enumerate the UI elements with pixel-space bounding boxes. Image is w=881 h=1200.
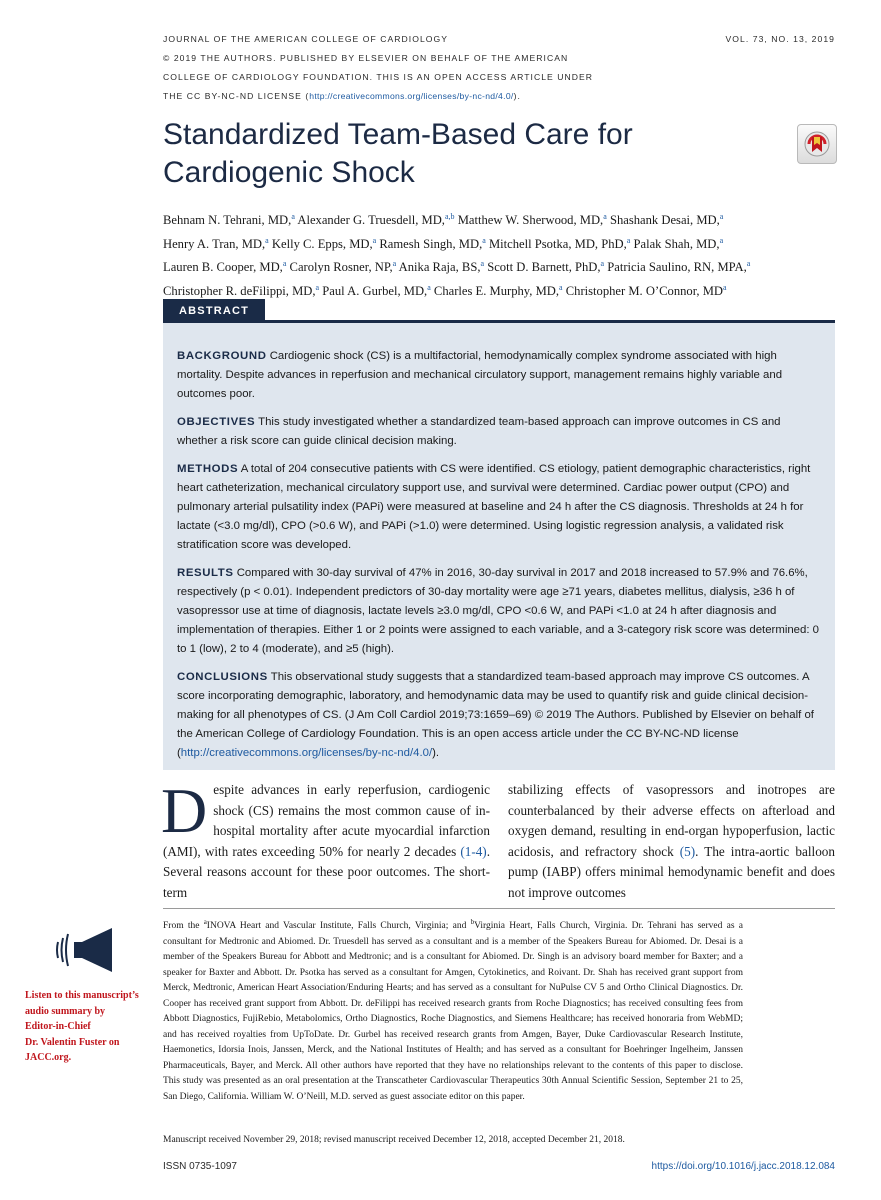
copyright-line-2: COLLEGE OF CARDIOLOGY FOUNDATION. THIS IS AN OPEN ACCESS ARTICLE UNDER <box>163 72 594 82</box>
body-column-2: stabilizing effects of vasopressors and inotropes are counterbalanced by their adverse effects on afterload and oxygen demand, resulting in end-organ hypoperfusion, lactic acidosis, and refractory shock (5). The intra-aortic balloon pump (IABP) offers minimal hemodynamic benefit and does not improve outcomes <box>508 782 835 900</box>
journal-header <box>163 30 835 106</box>
issn: ISSN 0735-1097 <box>163 1161 237 1172</box>
audio-summary-note[interactable]: Listen to this manuscript’s audio summary by Editor-in-Chief Dr. Valentin Fuster on JACC.org. <box>25 990 139 1063</box>
author-line-4: Christopher R. deFilippi, MD,$^a$ Paul A. Gurbel, MD,$^a$ Charles E. Murphy, MD,$^a$ Christopher M. O’Connor, $MD^a$ <box>163 283 727 299</box>
ref-link-5[interactable]: (5) <box>679 843 696 859</box>
speaker-icon <box>52 924 118 976</box>
license-link[interactable]: http://creativecommons.org/licenses/by-nc-nd/4.0/ <box>309 91 514 101</box>
crossmark-badge[interactable] <box>797 124 837 164</box>
journal-name-line <box>163 30 835 49</box>
doi-link[interactable]: https://doi.org/10.1016/j.jacc.2018.12.084 <box>651 1161 835 1172</box>
author-line-1: Behnam N. Tehrani, MD,$^a$ Alexander G. Truesdell, MD,$^{a,b}$ Matthew W. Sherwood, MD,$^a$ Shashank Desai, MD,$^a$ <box>163 212 724 228</box>
abstract-license-link[interactable]: http://creativecommons.org/licenses/by-nc-nd/4.0/ <box>180 747 433 759</box>
affiliations-disclosures: From the $^a$INOVA Heart and Vascular Institute, Falls Church, Virginia; and $^b$Virginia Heart, Falls Church, Virginia. Dr. Tehrani has served as a consultant for Medtronic and Abiomed. Dr. Truesdell has served as a consultant and is a member of the Speakers Bureau for Abiomed. Dr. Desai is a member of the Speakers Bureau for Abbott and Medtronic; and is a consultant for Abiomed. Dr. Singh is an advisory board member for Baxter; and a speaker for Baxter and Abbott. Dr. Psotka has served as a consultant for Amgen, Cytokinetics, and Roivant. Dr. Shah has received grant support from Merck, Medtronic, American Heart Association/Enduring Hearts; and has served as a consultant for NuPulse CV 5 and Ortho Clinical Diagnostics. Dr. Cooper has received grant support from Abbott. Dr. deFilippi has received research grants from Roche Diagnostics; has received consulting fees from Abbott Diagnostics, FujiRebio, Metabolomics, Ortho Diagnostics, Roche Diagnostics, and Siemens Healthcare; has received honoraria from WebMD; and has received royalties from UpToDate. Dr. Gurbel has received research grants from Amgen, Bayer, Duke Cardiovascular Research Institute, Haemonetics, Idorsia Inois, Janssen, Merck, and the National Institutes of Health; and has served as a consultant for Boehringer Ingelheim, Janssen Pharmaceuticals, Bayer, and Merck. All other authors have reported that they have no relationships relevant to the contents of this paper to disclose. This study was presented as an oral presentation at the Transcatheter Cardiovascular Therapeutics 30th Annual Scientific Session, September 21 to 25, San Diego, California. William W. O’Neill, M.D. served as guest associate editor on this paper. <box>163 918 744 1102</box>
abstract-objectives: OBJECTIVES This study investigated whether a standardized team-based approach can improve outcomes in CS and whether a risk score can guide clinical decision making. <box>177 416 781 447</box>
footnote-divider <box>163 908 835 909</box>
abstract-methods: METHODS A total of 204 consecutive patients with CS were identified. CS etiology, patient demographic characteristics, right heart catheterization, mechanical circulatory support use, and survival were determined. Cardiac power output (CPO) and pulmonary arterial pulsatility index (PAPi) were measured at baseline and 24 h after the CS diagnosis. Thresholds at 24 h for lactate (<3.0 mg/dl), CPO (>0.6 W), and PAPi (>1.0) were determined. Using logistic regression analysis, a validated risk stratification score was developed. <box>177 463 811 551</box>
abstract-results: RESULTS Compared with 30-day survival of 47% in 2016, 30-day survival in 2017 and 2018 increased to 57.9% and 76.6%, respectively (p < 0.01). Independent predictors of 30-day mortality were age ≥71 years, diabetes mellitus, dialysis, ≥36 h of vasopressor use at time of diagnosis, lactate levels ≥3.0 mg/dl, CPO <0.6 W, and PAPi <1.0 at 24 h after diagnosis and implementation of therapies. Either 1 or 2 points were assigned to each variable, and a 3-category risk score was determined: 0 to 1 (low), 2 to 4 (moderate), and ≥5 (high). <box>177 567 820 655</box>
abstract-conclusions: CONCLUSIONS This observational study suggests that a standardized team-based approach may improve CS outcomes. A score incorporating demographic, laboratory, and hemodynamic data may be used to quantify risk and guide clinical decision-making for all phenotypes of CS. (J Am Coll Cardiol 2019;73:1659–69) © 2019 The Authors. Published by Elsevier on behalf of the American College of Cardiology Foundation. This is an open access article under the CC BY-NC-ND license (http://creativecommons.org/licenses/by-nc-nd/4.0/). <box>177 671 814 759</box>
volume-info: VOL. 73, NO. 13, 2019 <box>725 34 835 44</box>
ref-link-1-4[interactable]: (1-4) <box>460 843 487 859</box>
abstract-tab: ABSTRACT <box>163 299 265 323</box>
article-title: Standardized Team-Based Care for Cardiogenic Shock <box>163 118 633 189</box>
journal-name: JOURNAL OF THE AMERICAN COLLEGE OF CARDIOLOGY <box>163 34 449 44</box>
manuscript-received: Manuscript received November 29, 2018; revised manuscript received December 12, 2018, accepted December 21, 2018. <box>163 1135 625 1145</box>
author-list <box>163 207 843 302</box>
drop-cap: D <box>161 775 208 846</box>
abstract-box <box>163 320 835 770</box>
bookmark-icon <box>798 125 836 163</box>
body-column-1: Despite advances in early reperfusion, cardiogenic shock (CS) remains the most common cause of in-hospital mortality after acute myocardial infarction (AMI), with rates exceeding 50% for nearly 2 decades (1-4). Several reasons account for these poor outcomes. The short-term <box>161 775 490 900</box>
license-line: THE CC BY-NC-ND LICENSE (http://creativecommons.org/licenses/by-nc-nd/4.0/). <box>163 91 521 101</box>
abstract-content <box>163 323 835 763</box>
abstract-background: BACKGROUND Cardiogenic shock (CS) is a multifactorial, hemodynamically complex syndrome associated with high mortality. Despite advances in reperfusion and mechanical circulatory support, management remains highly variable and outcomes poor. <box>177 350 783 400</box>
author-line-3: Lauren B. Cooper, MD,$^a$ Carolyn Rosner, NP,$^a$ Anika Raja, BS,$^a$ Scott D. Barnett, PhD,$^a$ Patricia Saulino, RN, MPA,$^a$ <box>163 259 751 275</box>
copyright-line-1: © 2019 THE AUTHORS. PUBLISHED BY ELSEVIER ON BEHALF OF THE AMERICAN <box>163 53 569 63</box>
doi-link-wrap <box>652 1161 835 1172</box>
author-line-2: Henry A. Tran, MD,$^a$ Kelly C. Epps, MD,$^a$ Ramesh Singh, MD,$^a$ Mitchell Psotka, MD, PhD,$^a$ Palak Shah, MD,$^a$ <box>163 235 724 251</box>
audio-summary-button[interactable] <box>52 924 118 976</box>
